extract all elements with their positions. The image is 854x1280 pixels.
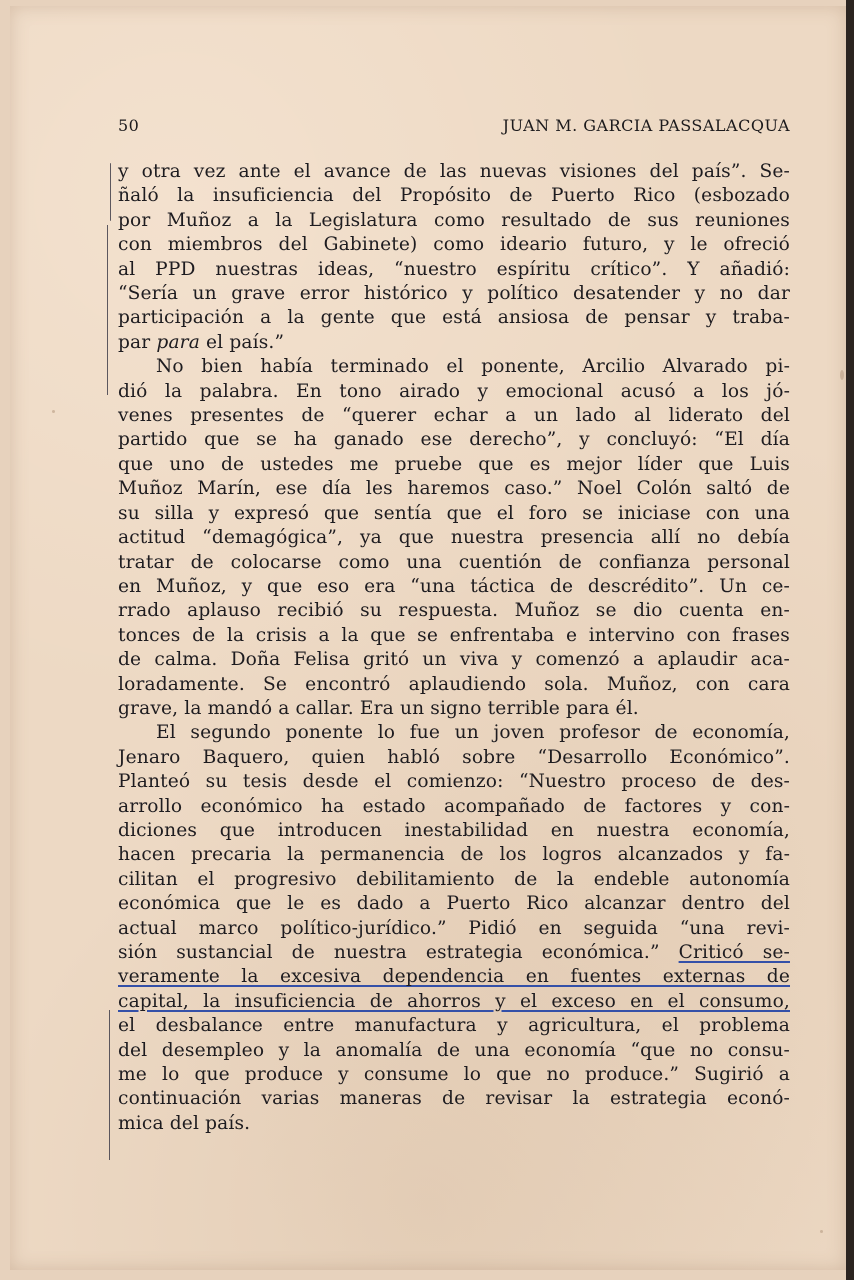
text-line: hacen precaria la permanencia de los logros alcanzados y fa- [118,844,790,866]
text-line: partido que se ha ganado ese derecho”, y concluyó: “El día [118,429,790,451]
text-line: No bien había terminado el ponente, Arcilio Alvarado pi- [156,356,790,378]
text-line: El segundo ponente lo fue un joven profesor de economía, [156,722,790,744]
text-line: su silla y expresó que sentía que el foro se iniciase con una [118,502,790,524]
text-fragment: par [118,331,157,353]
text-line: Planteó su tesis desde el comienzo: “Nuestro proceso de des- [118,771,790,793]
text-line: actual marco político-jurídico.” Pidió en seguida “una revi- [118,917,790,939]
running-head: JUAN M. GARCIA PASSALACQUA [502,116,790,135]
text-line: tonces de la crisis a la que se enfrentaba e intervino con frases [118,624,790,646]
text-line: tratar de colocarse como una cuentión de confianza personal [118,551,790,573]
text-line: por Muñoz a la Legislatura como resultado de sus reuniones [118,209,790,231]
text-line: que uno de ustedes me pruebe que es mejor líder que Luis [118,453,790,475]
text-line: “Sería un grave error histórico y político desatender y no dar [118,283,790,305]
paragraph-2 [118,355,790,721]
underlined-text-line [118,965,790,989]
paper-speck [52,410,55,413]
underlined-text-line [118,941,790,965]
paragraph-1 [118,160,790,355]
text-line: del desempleo y la anomalía de una economía “que no consu- [118,1039,790,1061]
pen-underline: capital, la insuficiencia de ahorros y el exceso en el consumo, [118,990,790,1012]
text-line: continuación varias maneras de revisar la estrategia econó- [118,1088,790,1110]
italic-word: para [156,331,200,353]
text-line [118,331,790,355]
pen-underline: veramente la excesiva dependencia en fuentes externas de [118,966,790,988]
text-line: Muñoz Marín, ese día les haremos caso.” Noel Colón saltó de [118,478,790,500]
text-line: rrado aplauso recibió su respuesta. Muñoz se dio cuenta en- [118,600,790,622]
text-line: dió la palabra. En tono airado y emocional acusó a los jó- [118,380,790,402]
text-line: diciones que introducen inestabilidad en nuestra economía, [118,819,790,841]
text-line: el desbalance entre manufactura y agricultura, el problema [118,1015,790,1037]
paper-speck [840,370,844,380]
page-header [118,116,790,140]
text-line: al PPD nuestras ideas, “nuestro espíritu crítico”. Y añadió: [118,258,790,280]
text-line: participación a la gente que está ansiosa de pensar y traba- [118,307,790,329]
text-line: en Muñoz, y que eso era “una táctica de descrédito”. Un ce- [118,575,790,597]
text-fragment: el país.” [199,331,285,353]
text-line: con miembros del Gabinete) como ideario futuro, y le ofreció [118,234,790,256]
text-line: ñaló la insuficiencia del Propósito de Puerto Rico (esbozado [118,185,790,207]
text-line: cilitan el progresivo debilitamiento de la endeble autonomía [118,868,790,890]
pen-underline: Criticó se- [678,942,790,963]
text-line: Jenaro Baquero, quien habló sobre “Desarrollo Económico”. [118,746,790,768]
paragraph-3 [118,721,790,1136]
text-fragment: sión sustancial de nuestra estrategia económica.” [118,942,679,963]
margin-pencil-mark [107,225,108,395]
margin-pencil-mark [109,1010,110,1160]
text-line: y otra vez ante el avance de las nuevas visiones del país”. Se- [118,161,790,182]
text-line: mica del país. [118,1112,251,1134]
body-text [118,160,790,1136]
margin-pencil-mark [110,163,111,221]
text-line: económica que le es dado a Puerto Rico alcanzar dentro del [118,893,790,915]
page-number: 50 [118,116,140,135]
text-line: arrollo económico ha estado acompañado de factores y con- [118,795,790,817]
paper-speck [820,1230,823,1233]
scan-edge [846,0,854,1280]
text-line: me lo que produce y consume lo que no produce.” Sugirió a [118,1064,790,1086]
text-line: venes presentes de “querer echar a un lado al liderato del [118,405,790,427]
text-line: actitud “demagógica”, ya que nuestra presencia allí no debía [118,527,790,549]
text-line: de calma. Doña Felisa gritó un viva y comenzó a aplaudir aca- [118,649,790,671]
underlined-text-line [118,990,790,1014]
text-line: loradamente. Se encontró aplaudiendo sola. Muñoz, con cara [118,673,790,695]
text-line: grave, la mandó a callar. Era un signo terrible para él. [118,697,639,719]
